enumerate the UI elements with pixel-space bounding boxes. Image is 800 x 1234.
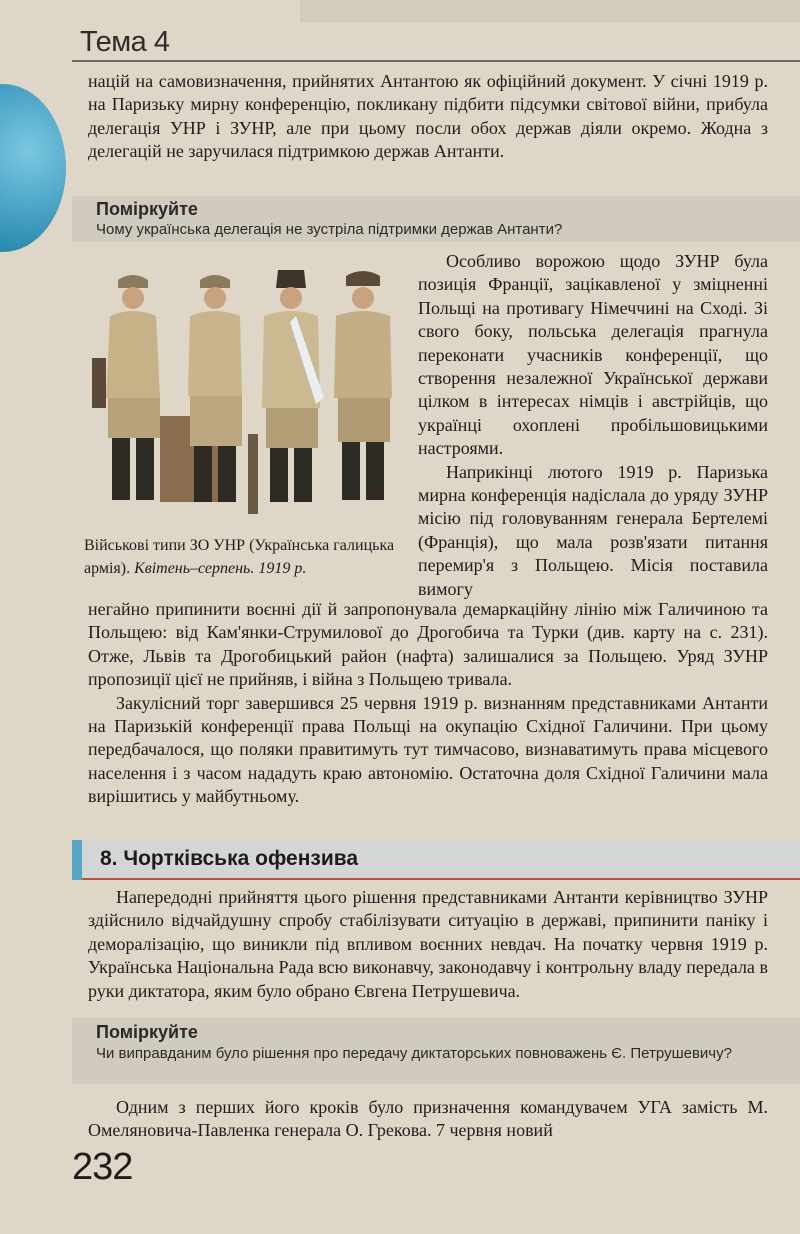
- think-box-2-title: Поміркуйте: [96, 1022, 198, 1042]
- illustration-caption: [84, 534, 406, 580]
- paragraph-2-continued: негайно припинити воєнні дії й запропонувала демаркаційну лінію між Галичиною та Польщею: від Кам'янки-Струмилової до Дрогобича та Турки (див. карту на с. 231). Отже, Львів та Дрогобицький район (нафта) залишалися за Польщею. Уряд ЗУНР пропозиції цієї не прийняв, і війна з Польщею тривала.: [88, 599, 768, 690]
- column-text: [418, 250, 768, 601]
- intro-text: [88, 70, 768, 164]
- caption-plain: Військові типи ЗО УНР (Українська галицька армія).: [84, 537, 395, 577]
- section-8-header: [72, 840, 800, 880]
- header-divider: [72, 60, 800, 62]
- think-box-1-title: Поміркуйте: [96, 199, 198, 219]
- topic-header: Тема 4: [80, 26, 170, 58]
- soldiers-illustration: [78, 258, 406, 530]
- column-paragraph-1: Особливо ворожою щодо ЗУНР була позиція Франції, зацікавленої у зміцненні Польщі на противагу Німеччині на Сході. Зі свого боку, польська делегація прагнула переконати учасників конференції, що створення незалежної Української держави цілком в інтересах німців і австрійців, що українці охоплені пробільшовицькими настроями.: [418, 251, 768, 459]
- paragraph-3: Закулісний торг завершився 25 червня 1919 р. визнанням представниками Антанти на Паризькій конференції права Польщі на окупацію Східної Галичини. При цьому передбачалося, що поляки правитимуть тут тимчасово, визнаватимуть права місцевого населення і з часом нададуть краю автономію. Остаточна доля Східної Галичини мала вирішитись у майбутньому.: [88, 692, 768, 807]
- caption-date: Квітень–серпень. 1919 р.: [134, 560, 307, 577]
- section-title: 8. Чортківська офензива: [100, 847, 359, 870]
- think-box-1-question: Чому українська делегація не зустріла підтримки держав Антанти?: [96, 221, 563, 238]
- section-rule: [82, 878, 800, 880]
- think-box-2-question: Чи виправданим було рішення про передачу диктаторських повноважень Є. Петрушевичу?: [96, 1045, 732, 1062]
- section-8-paragraph: Напередодні прийняття цього рішення представниками Антанти керівництво ЗУНР здійснило відчайдушну спробу стабілізувати ситуацію в державі, припинити паніку і деморалізацію, що виникли під впливом воєнних невдач. На початку червня 1919 р. Українська Національна Рада всю виконавчу, законодавчу і контрольну владу передала в руки диктатора, яким було обрано Євгена Петрушевича.: [88, 887, 768, 1001]
- think-box-1: [72, 196, 800, 242]
- main-text: [88, 598, 768, 809]
- section-bar: [72, 840, 82, 880]
- page-number: 232: [72, 1146, 133, 1188]
- closing-text: [88, 1096, 768, 1143]
- intro-paragraph: націй на самовизначення, прийнятих Антантою як офіційний документ. У січні 1919 р. на Паризьку мирну конференцію, покликану підбити підсумки світової війни, прибула делегація УНР і ЗУНР, але при цьому посли обох держав діяли окремо. Жодна з делегацій не заручилася підтримкою держав Антанти.: [88, 71, 768, 162]
- think-box-2: [72, 1018, 800, 1084]
- column-paragraph-2: Наприкінці лютого 1919 р. Паризька мирна конференція надіслала до уряду ЗУНР місію під головуванням генерала Бертелемі (Франція), що мала розв'язати питання перемир'я з Польщею. Місія поставила вимогу: [418, 461, 768, 599]
- closing-paragraph: Одним з перших його кроків було призначення командувачем УГА замість М. Омеляновича-Павленка генерала О. Грекова. 7 червня новий: [88, 1097, 768, 1141]
- section-8-text: [88, 886, 768, 1003]
- decorative-circle: [0, 84, 66, 252]
- top-edge-strip: [300, 0, 800, 22]
